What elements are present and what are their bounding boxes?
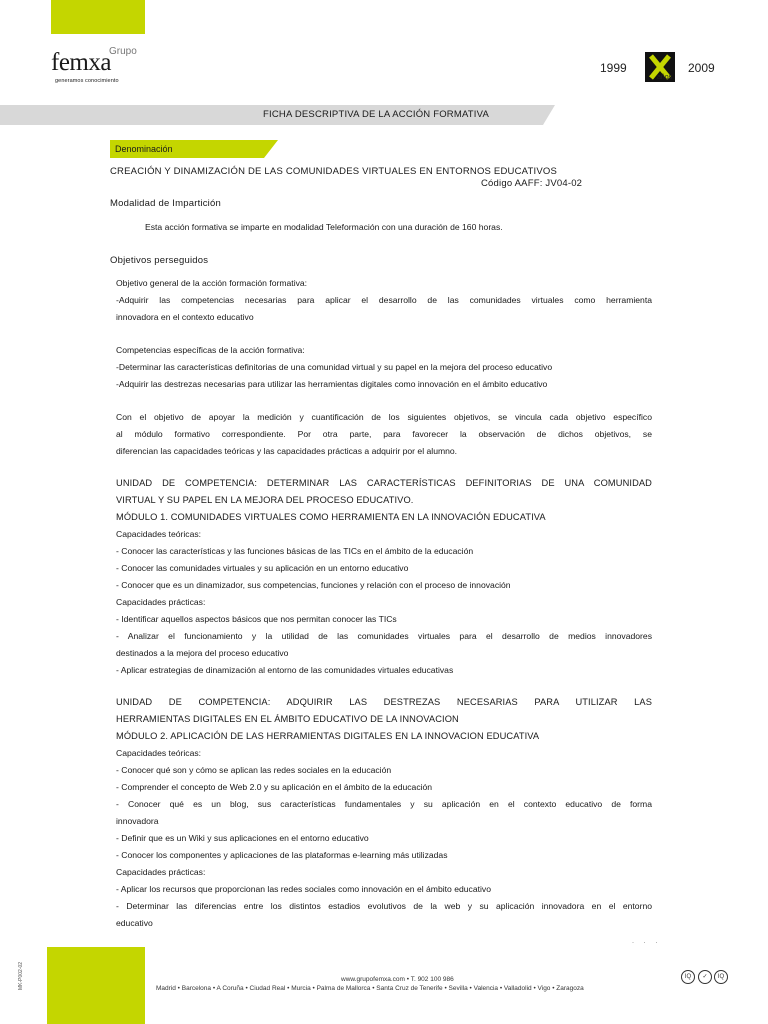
- list-item: destinados a la mejora del proceso educativo: [116, 648, 289, 658]
- unit-1-capacidades: [116, 526, 652, 679]
- anniversary-start-year: 1999: [600, 61, 627, 75]
- continuation-dots: · · ·: [632, 940, 662, 946]
- competencia-item: -Adquirir las destrezas necesarias para utilizar las herramientas digitales como innovación en el ámbito educativo: [116, 379, 548, 389]
- unit-2-capacidades: [116, 745, 652, 932]
- competencias-especificas: [116, 342, 652, 393]
- list-item: - Conocer qué es un blog, sus características fundamentales y su aplicación en el contexto educativo de forma: [116, 799, 652, 809]
- list-item: - Conocer las comunidades virtuales y su aplicación en un entorno educativo: [116, 563, 409, 573]
- list-item: - Identificar aquellos aspectos básicos que nos permitan conocer las TICs: [116, 614, 397, 624]
- certification-iq-icon: IQ: [681, 970, 695, 984]
- objetivo-general-line: innovadora en el contexto educativo: [116, 312, 254, 322]
- unit-2-title-line: UNIDAD DE COMPETENCIA: ADQUIRIR LAS DESTREZAS NECESARIAS PARA UTILIZAR LAS: [116, 697, 652, 707]
- top-accent-block: [51, 0, 145, 34]
- course-code: Código AAFF: JV04-02: [481, 178, 583, 189]
- anniversary-badge-text: años: [657, 74, 673, 81]
- objetivo-general-line: -Adquirir las competencias necesarias para aplicar el desarrollo de las comunidades virtuales como herramienta: [116, 295, 652, 305]
- list-item: - Aplicar los recursos que proporcionan las redes sociales como innovación en el ámbito educativo: [116, 884, 491, 894]
- anniversary-end-year: 2009: [688, 61, 715, 75]
- logo-tagline: generamos conocimiento: [55, 78, 119, 84]
- competencia-item: -Determinar las características definitorias de una comunidad virtual y su papel en la mejora del proceso educativo: [116, 362, 553, 372]
- objetivos-paragraph: [116, 409, 652, 460]
- list-item: - Conocer las características y las funciones básicas de las TICs en el ámbito de la educación: [116, 546, 474, 556]
- objetivo-general-title: Objetivo general de la acción formación formativa:: [116, 278, 308, 288]
- paragraph-line: Con el objetivo de apoyar la medición y cuantificación de los siguientes objetivos, se vincula cada objetivo específico: [116, 412, 652, 422]
- objetivos-heading: Objetivos perseguidos: [110, 255, 209, 266]
- paragraph-line: diferencian las capacidades teóricas y las capacidades prácticas a adquirir por el alumno.: [116, 446, 458, 456]
- practice-label: Capacidades prácticas:: [116, 597, 206, 607]
- bottom-accent-block: [47, 947, 145, 1024]
- list-item: - Conocer los componentes y aplicaciones de las plataformas e-learning más utilizadas: [116, 850, 448, 860]
- list-item: - Conocer qué son y cómo se aplican las redes sociales en la educación: [116, 765, 392, 775]
- course-name: CREACIÓN Y DINAMIZACIÓN DE LAS COMUNIDADES VIRTUALES EN ENTORNOS EDUCATIVOS: [110, 166, 557, 177]
- list-item: innovadora: [116, 816, 159, 826]
- certification-iq-net-icon: IQ: [714, 970, 728, 984]
- competencias-title: Competencias específicas de la acción formativa:: [116, 345, 305, 355]
- list-item: - Aplicar estrategias de dinamización al entorno de las comunidades virtuales educativas: [116, 665, 454, 675]
- unit-1-title-line: VIRTUAL Y SU PAPEL EN LA MEJORA DEL PROCESO EDUCATIVO.: [116, 495, 414, 505]
- logo-group-word: Grupo: [109, 46, 137, 57]
- unit-2-title-line: HERRAMIENTAS DIGITALES EN EL ÁMBITO EDUCATIVO DE LA INNOVACION: [116, 714, 459, 724]
- objetivo-general: [116, 275, 652, 326]
- certification-iso-icon: ✓: [698, 970, 712, 984]
- practice-label: Capacidades prácticas:: [116, 867, 206, 877]
- list-item: - Definir que es un Wiki y sus aplicaciones en el entorno educativo: [116, 833, 369, 843]
- document-title: FICHA DESCRIPTIVA DE LA ACCIÓN FORMATIVA: [263, 109, 490, 120]
- footer-contact: www.grupofemxa.com • T. 902 100 986: [341, 976, 454, 983]
- list-item: educativo: [116, 918, 153, 928]
- footer-cities: Madrid • Barcelona • A Coruña • Ciudad Real • Murcia • Palma de Mallorca • Santa Cruz de Tenerife • Sevilla • Valencia • Valladolid • Vigo • Zaragoza: [156, 985, 584, 992]
- module-2-title: MÓDULO 2. APLICACIÓN DE LAS HERRAMIENTAS DIGITALES EN LA INNOVACION EDUCATIVA: [116, 731, 540, 741]
- list-item: - Analizar el funcionamiento y la utilidad de las comunidades virtuales para el desarrollo de medios innovadores: [116, 631, 652, 641]
- modalidad-heading: Modalidad de Impartición: [110, 198, 221, 209]
- unit-1-heading: [116, 475, 652, 526]
- module-1-title: MÓDULO 1. COMUNIDADES VIRTUALES COMO HERRAMIENTA EN LA INNOVACIÓN EDUCATIVA: [116, 512, 546, 522]
- unit-2-heading: [116, 694, 652, 745]
- theory-label: Capacidades teóricas:: [116, 529, 202, 539]
- list-item: - Comprender el concepto de Web 2.0 y su aplicación en el ámbito de la educación: [116, 782, 433, 792]
- unit-1-title-line: UNIDAD DE COMPETENCIA: DETERMINAR LAS CARACTERÍSTICAS DEFINITORIAS DE UNA COMUNIDAD: [116, 478, 652, 488]
- side-document-code: MK-P002-02: [18, 961, 24, 990]
- anniversary-badge: [600, 50, 720, 86]
- modalidad-text: Esta acción formativa se imparte en modalidad Teleformación con una duración de 160 horas.: [145, 222, 503, 232]
- denominacion-label: Denominación: [115, 144, 173, 154]
- list-item: - Conocer que es un dinamizador, sus competencias, funciones y relación con el proceso de innovación: [116, 580, 511, 590]
- paragraph-line: al módulo formativo correspondiente. Por otra parte, para favorecer la observación de dichos objetivos, se: [116, 429, 652, 439]
- femxa-logo: [51, 46, 161, 88]
- logo-brand-word: femxa: [51, 49, 111, 76]
- list-item: - Determinar las diferencias entre los distintos estadios evolutivos de la web y su aplicación innovadora en el entorno: [116, 901, 652, 911]
- theory-label: Capacidades teóricas:: [116, 748, 202, 758]
